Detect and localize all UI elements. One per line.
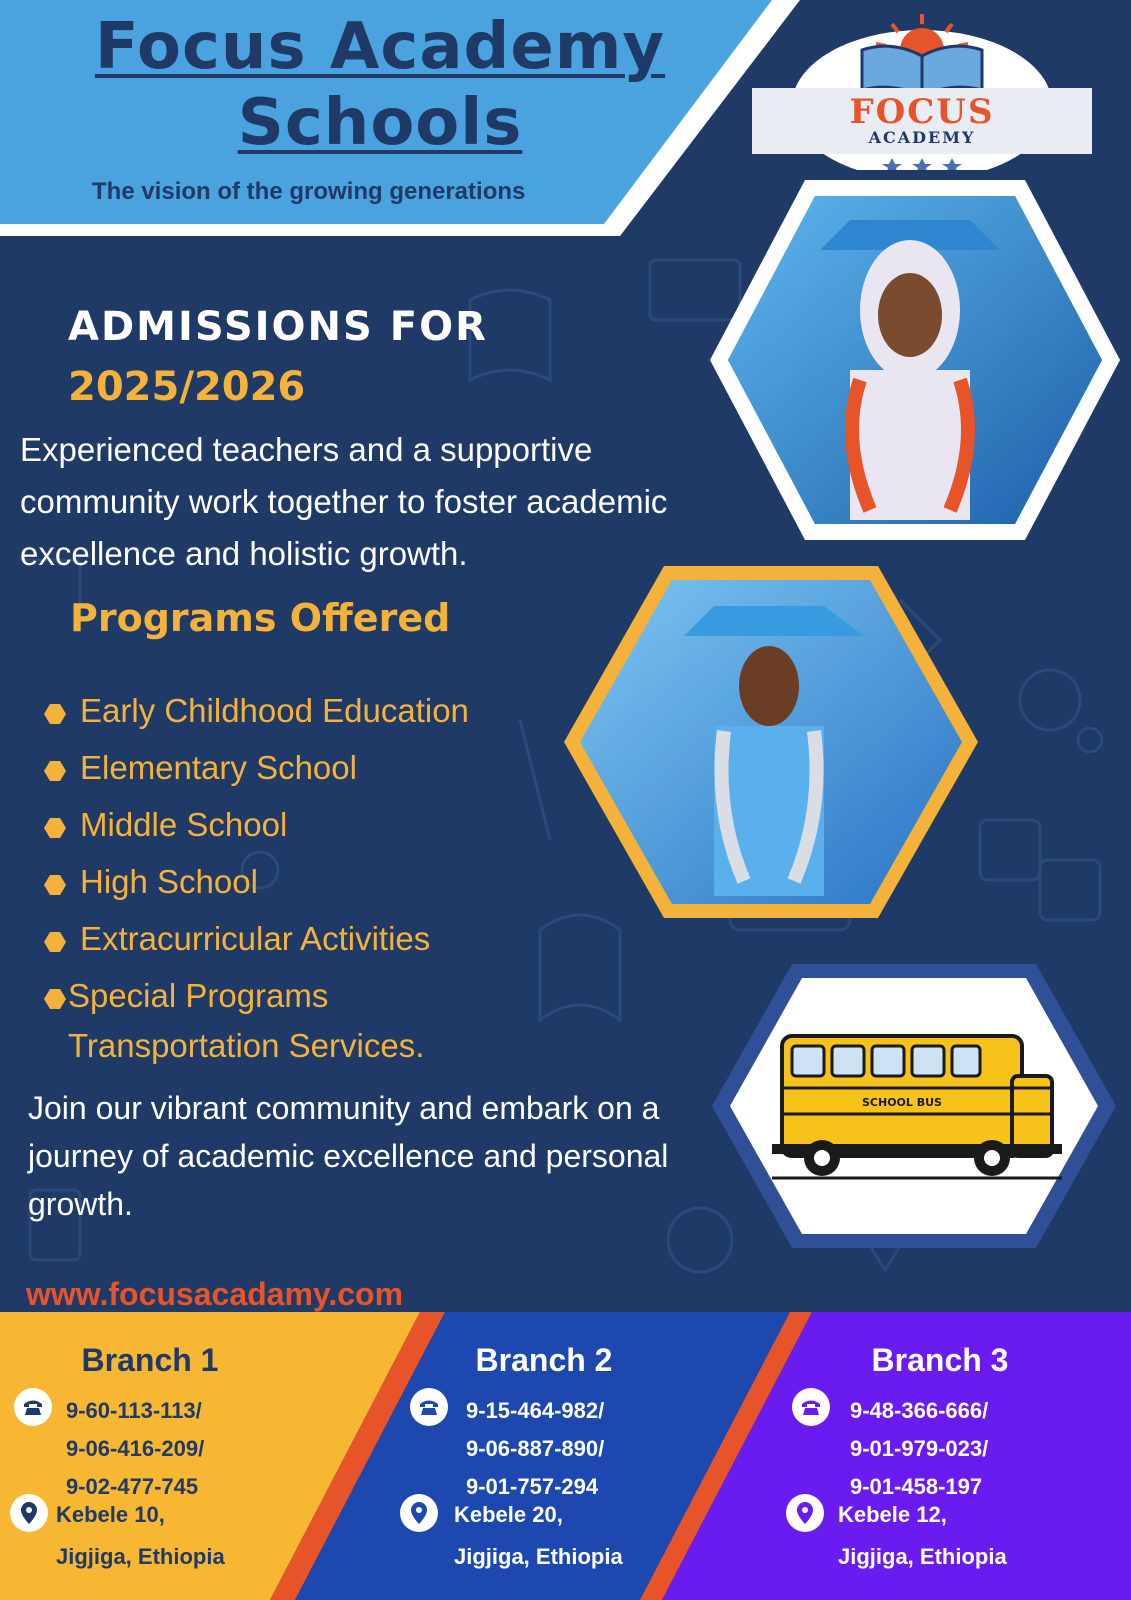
program-item (44, 806, 287, 850)
admissions-year: 2025/2026 (68, 364, 306, 410)
branch-1-phone-1: 9-60-113-113/ (66, 1398, 202, 1423)
program-item (44, 749, 357, 793)
hexagon-bullet-icon (44, 692, 80, 724)
logo-focus-word: FOCUS (849, 92, 995, 132)
program-label: Elementary School (80, 749, 357, 786)
branch-1-address-line1: Kebele 10, (56, 1502, 165, 1527)
hexagon-bullet-icon (44, 863, 80, 895)
location-pin-icon (10, 1494, 48, 1532)
graduate-boy-photo (564, 566, 978, 918)
school-name-line1: Focus Academy (94, 10, 666, 84)
phone-icon (14, 1388, 52, 1426)
branch-3-address-line1: Kebele 12, (838, 1502, 947, 1527)
program-label: Special Programs Transportation Services. (67, 977, 425, 1064)
program-item (44, 977, 484, 1071)
hexagon-bullet-icon (44, 920, 80, 952)
program-label: Middle School (80, 806, 288, 843)
phone-icon (792, 1388, 830, 1426)
bus-sign-text: SCHOOL BUS (862, 1096, 942, 1109)
admissions-label: ADMISSIONS FOR (68, 304, 488, 350)
branch-1-address-line2: Jigjiga, Ethiopia (56, 1544, 225, 1569)
location-pin-icon (786, 1494, 824, 1532)
branch-3-phone-2: 9-01-979-023/ (850, 1436, 989, 1461)
phone-icon (410, 1388, 448, 1426)
graduate-girl-photo (710, 180, 1120, 540)
branch-3-phone-3: 9-01-458-197 (850, 1474, 983, 1499)
school-bus-icon (712, 964, 1116, 1248)
program-item (44, 863, 258, 907)
hexagon-bullet-icon (44, 806, 80, 838)
website-link[interactable]: www.focusacadamy.com (26, 1276, 404, 1312)
branch-2-phone-1: 9-15-464-982/ (466, 1398, 605, 1423)
school-name-line2: Schools (237, 86, 523, 160)
intro-paragraph: Experienced teachers and a supportive community work together to foster academic excellence and holistic growth. (20, 431, 668, 572)
branch-2-address-line2: Jigjiga, Ethiopia (454, 1544, 623, 1569)
program-label: High School (80, 863, 258, 900)
tagline: The vision of the growing generations (92, 178, 526, 205)
branch-2-phone-2: 9-06-887-890/ (466, 1436, 605, 1461)
program-item (44, 920, 430, 964)
programs-title: Programs Offered (70, 596, 451, 640)
join-paragraph: Join our vibrant community and embark on a journey of academic excellence and personal growth. (28, 1090, 669, 1222)
logo-academy-word: ACADEMY (868, 128, 976, 147)
branch-2-title: Branch 2 (475, 1342, 613, 1378)
branch-3-title: Branch 3 (871, 1342, 1009, 1378)
branch-3-address-line2: Jigjiga, Ethiopia (838, 1544, 1007, 1569)
hexagon-bullet-icon (44, 977, 68, 1009)
location-pin-icon (400, 1494, 438, 1532)
branch-1-phone-3: 9-02-477-745 (66, 1474, 199, 1499)
branch-2-address-line1: Kebele 20, (454, 1502, 563, 1527)
program-item (44, 692, 469, 736)
branch-2-phone-3: 9-01-757-294 (466, 1474, 599, 1499)
hexagon-bullet-icon (44, 749, 80, 781)
program-label: Extracurricular Activities (80, 920, 431, 957)
branch-1-phone-2: 9-06-416-209/ (66, 1436, 205, 1461)
branch-1-title: Branch 1 (81, 1342, 219, 1378)
program-label: Early Childhood Education (80, 692, 469, 729)
branch-3-phone-1: 9-48-366-666/ (850, 1398, 989, 1423)
